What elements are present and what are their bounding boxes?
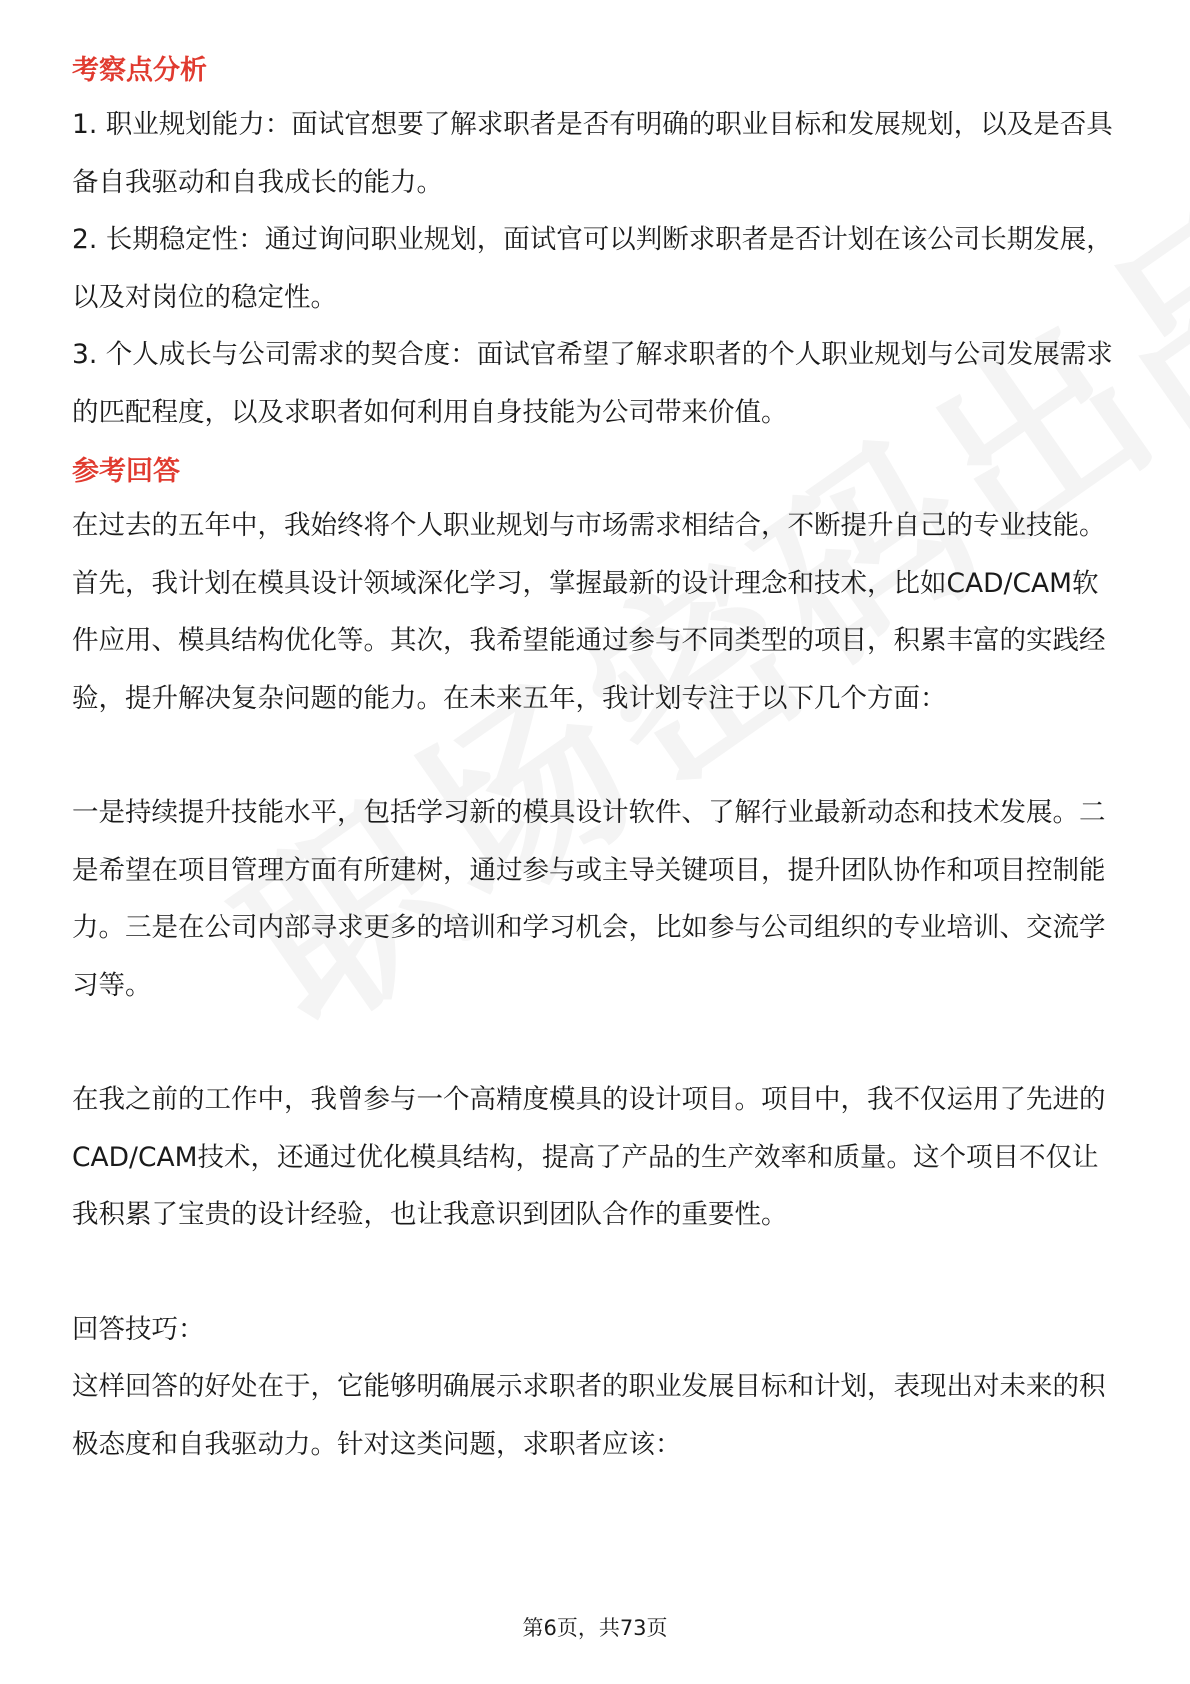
tips-text: 这样回答的好处在于，它能够明确展示求职者的职业发展目标和计划，表现出对未来的积极态度和自我驱动力。针对这类问题，求职者应该： <box>72 1371 1106 1460</box>
page-number: 第6页，共73页 <box>522 1616 668 1640</box>
section-heading-reference-answer: 参考回答 <box>72 456 180 487</box>
document-body <box>72 46 1122 1473</box>
analysis-item-3: 3. 个人成长与公司需求的契合度：面试官希望了解求职者的个人职业规划与公司发展需求的匹配程度，以及求职者如何利用自身技能为公司带来价值。 <box>72 339 1113 428</box>
tips-label: 回答技巧： <box>72 1313 205 1345</box>
answer-paragraph-1: 在过去的五年中，我始终将个人职业规划与市场需求相结合，不断提升自己的专业技能。首先，我计划在模具设计领域深化学习，掌握最新的设计理念和技术，比如CAD/CAM软件应用、模具结构优化等。其次，我希望能通过参与不同类型的项目，积累丰富的实践经验，提升解决复杂问题的能力。在未来五年，我计划专注于以下几个方面： <box>72 510 1106 714</box>
analysis-item-2: 2. 长期稳定性：通过询问职业规划，面试官可以判断求职者是否计划在该公司长期发展，以及对岗位的稳定性。 <box>72 224 1113 313</box>
answer-paragraph-3: 在我之前的工作中，我曾参与一个高精度模具的设计项目。项目中，我不仅运用了先进的CAD/CAM技术，还通过优化模具结构，提高了产品的生产效率和质量。这个项目不仅让我积累了宝贵的设计经验，也让我意识到团队合作的重要性。 <box>72 1084 1106 1230</box>
analysis-item-1: 1. 职业规划能力：面试官想要了解求职者是否有明确的职业目标和发展规划，以及是否具备自我驱动和自我成长的能力。 <box>72 109 1113 198</box>
section-heading-analysis: 考察点分析 <box>72 55 207 86</box>
answer-paragraph-2: 一是持续提升技能水平，包括学习新的模具设计软件、了解行业最新动态和技术发展。二是希望在项目管理方面有所建树，通过参与或主导关键项目，提升团队协作和项目控制能力。三是在公司内部寻求更多的培训和学习机会，比如参与公司组织的专业培训、交流学习等。 <box>72 797 1106 1001</box>
